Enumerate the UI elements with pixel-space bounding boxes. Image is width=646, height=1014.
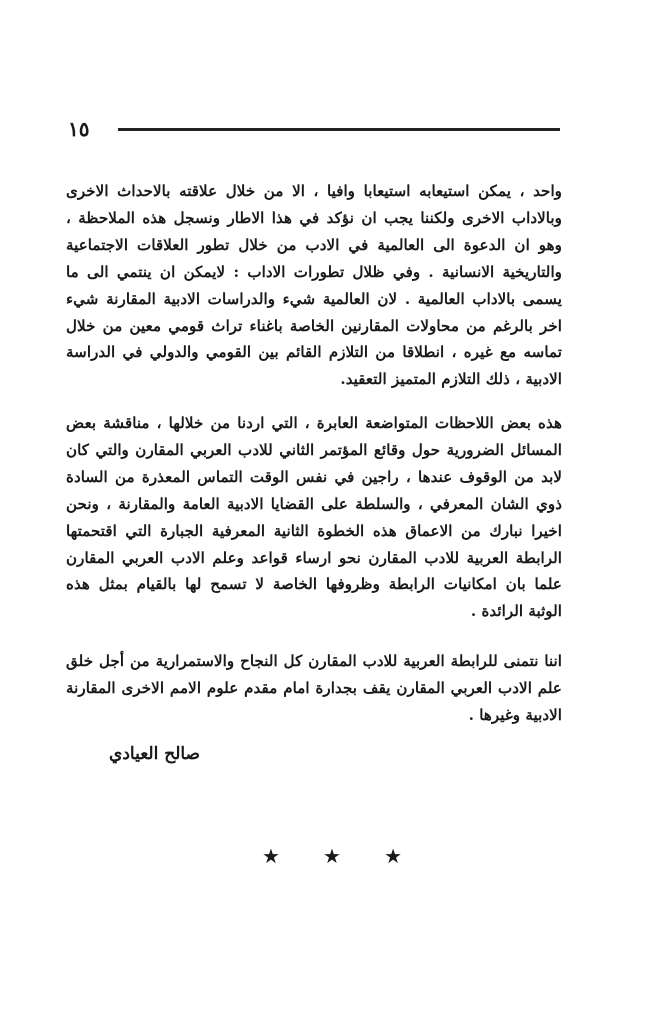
header-rule xyxy=(118,128,560,131)
author-signature: صالح العيادي xyxy=(109,744,200,764)
star-icon: ★ xyxy=(262,844,280,868)
paragraph-2: هذه بعض اللاحظات المتواضعة العابرة ، التي اردنا من خلالها ، مناقشة بعض المسائل الضرورية حول وقائع المؤتمر الثاني للادب العربي المقارن والتي كان لابد من الوقوف عندها ، راجين في نفس الوقت التماس المعذرة من السادة ذوي الشان المعرفي ، والسلطة على القضايا الادبية العامة والمقارنة ، ونحن اخيرا نبارك من الاعماق هذه الخطوة الثانية المعرفية الجبارة التي اقتحمتها الرابطة العربية للادب المقارن نحو ارساء قواعد وعلم الادب العربي المقارن علما بان امكانيات الرابطة وظروفها الخاصة لا تسمح لها بالقيام بمثل هذه الوثبة الرائدة . xyxy=(66,414,562,621)
page-number: ١٥ xyxy=(68,117,90,141)
section-ornament xyxy=(262,844,402,868)
star-icon: ★ xyxy=(323,844,341,868)
paragraph-3: اننا نتمنى للرابطة العربية للادب المقارن كل النجاح والاستمرارية من أجل خلق علم الادب العربي المقارن يقف بجدارة امام مقدم علوم الامم الاخرى المقارنة الادبية وغيرها . xyxy=(66,652,562,724)
star-icon: ★ xyxy=(384,844,402,868)
paragraph-1: واحد ، يمكن استيعابه استيعابا وافيا ، الا من خلال علاقته بالاحداث الاخرى وبالاداب الاخرى ولكننا يجب ان نؤكد في هذا الاطار ونسجل هذه الملاحظة ، وهو ان الدعوة الى العالمية في الادب من خلال تطور العلاقات الاجتماعية والتاريخية الانسانية . وفي ظلال تطورات الاداب : لايمكن ان ينتمي الى ما يسمى بالاداب العالمية . لان العالمية شيء والدراسات الادبية المقارنة شيء اخر بالرغم من محاولات المقارنين الخاصة باغناء تراث قومي معين من خلال تماسه مع غيره ، انطلاقا من التلازم القائم بين القومي والدولي في الدراسة الادبية ، ذلك التلازم المتميز التعقيد. xyxy=(66,182,562,389)
